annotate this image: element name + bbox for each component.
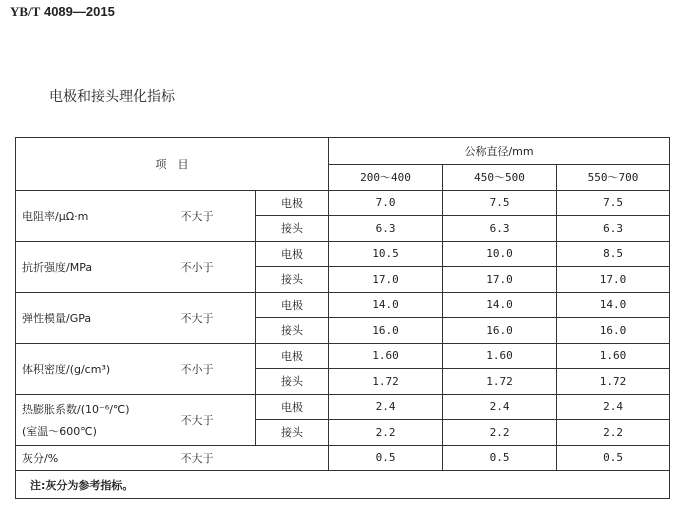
diameter-col: 450～500 <box>443 165 557 191</box>
property-name: 热膨胀系数/(10⁻⁶/℃) <box>22 402 130 416</box>
comparison: 不大于 <box>181 292 256 343</box>
sub-item: 电极 <box>256 343 329 369</box>
property-name: 弹性模量/GPa <box>22 311 92 325</box>
property-name: 电阻率/μΩ·m <box>22 209 89 223</box>
value-cell: 2.4 <box>329 394 443 420</box>
value-cell: 10.0 <box>443 241 557 267</box>
value-cell: 2.2 <box>443 420 557 446</box>
value-cell: 14.0 <box>443 292 557 318</box>
value-cell: 2.2 <box>329 420 443 446</box>
table-row-ash <box>16 445 670 471</box>
value-cell: 2.2 <box>557 420 670 446</box>
value-cell: 8.5 <box>557 241 670 267</box>
value-cell: 7.0 <box>329 190 443 216</box>
sub-item: 电极 <box>256 394 329 420</box>
standard-prefix: YB/T <box>10 4 41 19</box>
standard-number <box>10 4 115 20</box>
value-cell: 0.5 <box>443 445 557 471</box>
property-label <box>16 343 181 394</box>
value-cell: 1.60 <box>557 343 670 369</box>
value-cell: 10.5 <box>329 241 443 267</box>
diameter-col: 550～700 <box>557 165 670 191</box>
table-title: 电极和接头理化指标 <box>49 89 175 105</box>
comparison: 不小于 <box>181 343 256 394</box>
sub-item: 电极 <box>256 190 329 216</box>
sub-item: 电极 <box>256 241 329 267</box>
value-cell: 14.0 <box>557 292 670 318</box>
property-label <box>16 292 181 343</box>
value-cell: 1.72 <box>443 369 557 395</box>
properties-table <box>15 137 670 499</box>
standard-code: 4089—2015 <box>43 4 115 19</box>
property-label <box>16 190 181 241</box>
value-cell: 17.0 <box>557 267 670 293</box>
value-cell: 6.3 <box>443 216 557 242</box>
property-label <box>16 241 181 292</box>
property-label <box>16 394 181 445</box>
value-cell: 1.72 <box>557 369 670 395</box>
value-cell: 6.3 <box>329 216 443 242</box>
property-name: 抗折强度/MPa <box>22 260 93 274</box>
property-label: 灰分/% <box>16 445 181 471</box>
value-cell: 7.5 <box>443 190 557 216</box>
sub-item: 接头 <box>256 318 329 344</box>
property-name: 体积密度/(g/cm³) <box>22 362 111 376</box>
table-row <box>16 190 670 216</box>
item-header: 项 目 <box>16 138 329 191</box>
property-condition: (室温～600℃) <box>22 424 97 438</box>
table-row <box>16 292 670 318</box>
value-cell: 16.0 <box>443 318 557 344</box>
value-cell: 16.0 <box>329 318 443 344</box>
value-cell: 0.5 <box>329 445 443 471</box>
table-row <box>16 343 670 369</box>
value-cell: 1.72 <box>329 369 443 395</box>
comparison: 不大于 <box>181 445 329 471</box>
sub-item: 接头 <box>256 216 329 242</box>
value-cell: 7.5 <box>557 190 670 216</box>
comparison: 不大于 <box>181 394 256 445</box>
sub-item: 电极 <box>256 292 329 318</box>
value-cell: 6.3 <box>557 216 670 242</box>
value-cell: 14.0 <box>329 292 443 318</box>
sub-item: 接头 <box>256 369 329 395</box>
comparison: 不大于 <box>181 190 256 241</box>
value-cell: 2.4 <box>557 394 670 420</box>
table-row <box>16 394 670 420</box>
value-cell: 17.0 <box>443 267 557 293</box>
value-cell: 16.0 <box>557 318 670 344</box>
value-cell: 17.0 <box>329 267 443 293</box>
diameter-col: 200～400 <box>329 165 443 191</box>
diameter-header: 公称直径/mm <box>329 138 670 165</box>
value-cell: 1.60 <box>329 343 443 369</box>
table-row <box>16 241 670 267</box>
value-cell: 0.5 <box>557 445 670 471</box>
table-note: 注:灰分为参考指标。 <box>16 471 670 499</box>
comparison: 不小于 <box>181 241 256 292</box>
sub-item: 接头 <box>256 420 329 446</box>
value-cell: 2.4 <box>443 394 557 420</box>
value-cell: 1.60 <box>443 343 557 369</box>
sub-item: 接头 <box>256 267 329 293</box>
